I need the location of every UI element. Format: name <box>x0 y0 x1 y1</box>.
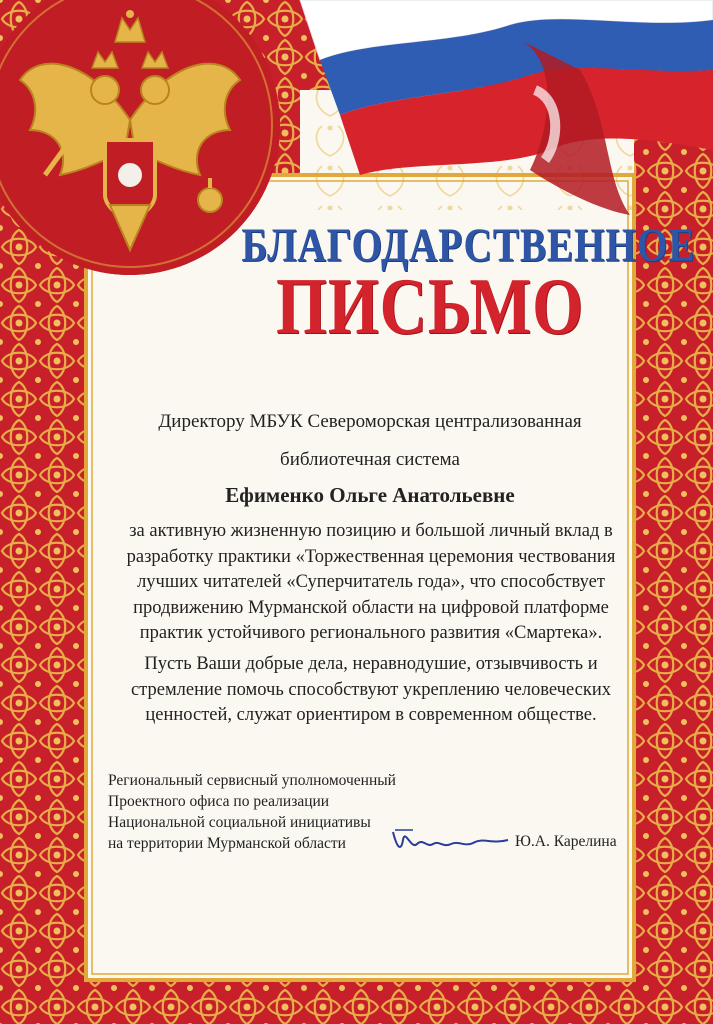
flag-ribbon-icon <box>260 0 713 220</box>
body-paragraph-1: за активную жизненную позицию и большой личный вклад в разработку практики «Торжественная церемония чествования лучших читателей «Суперчитатель года», что способствует продвижению Мурманской области на цифровой платформе практик устойчивого регионального развития «Смартека». <box>126 521 616 643</box>
signature-icon <box>383 820 513 860</box>
title-line-2: ПИСЬМО <box>275 263 585 351</box>
signer-line-1: Региональный сервисный уполномоченный <box>108 772 396 789</box>
signer-line-2: Проектного офиса по реализации <box>108 793 330 810</box>
title-line-1: БЛАГОДАРСТВЕННОЕ <box>241 219 696 272</box>
body-paragraph-2: Пусть Ваши добрые дела, неравнодушие, отзывчивость и стремление помочь способствуют укреплению человеческих ценностей, служат ориентиром в современном обществе. <box>130 654 612 725</box>
signer-name: Ю.А. Карелина <box>515 833 617 850</box>
signer-block <box>108 770 408 854</box>
signer-line-3: Национальной социальной инициативы <box>108 814 371 831</box>
recipient-organization: библиотечная система <box>280 449 460 470</box>
signer-line-4: на территории Мурманской области <box>108 835 346 852</box>
recipient-name: Ефименко Ольге Анатольевне <box>225 483 515 507</box>
recipient-position: Директору МБУК Североморская централизованная <box>158 411 582 432</box>
